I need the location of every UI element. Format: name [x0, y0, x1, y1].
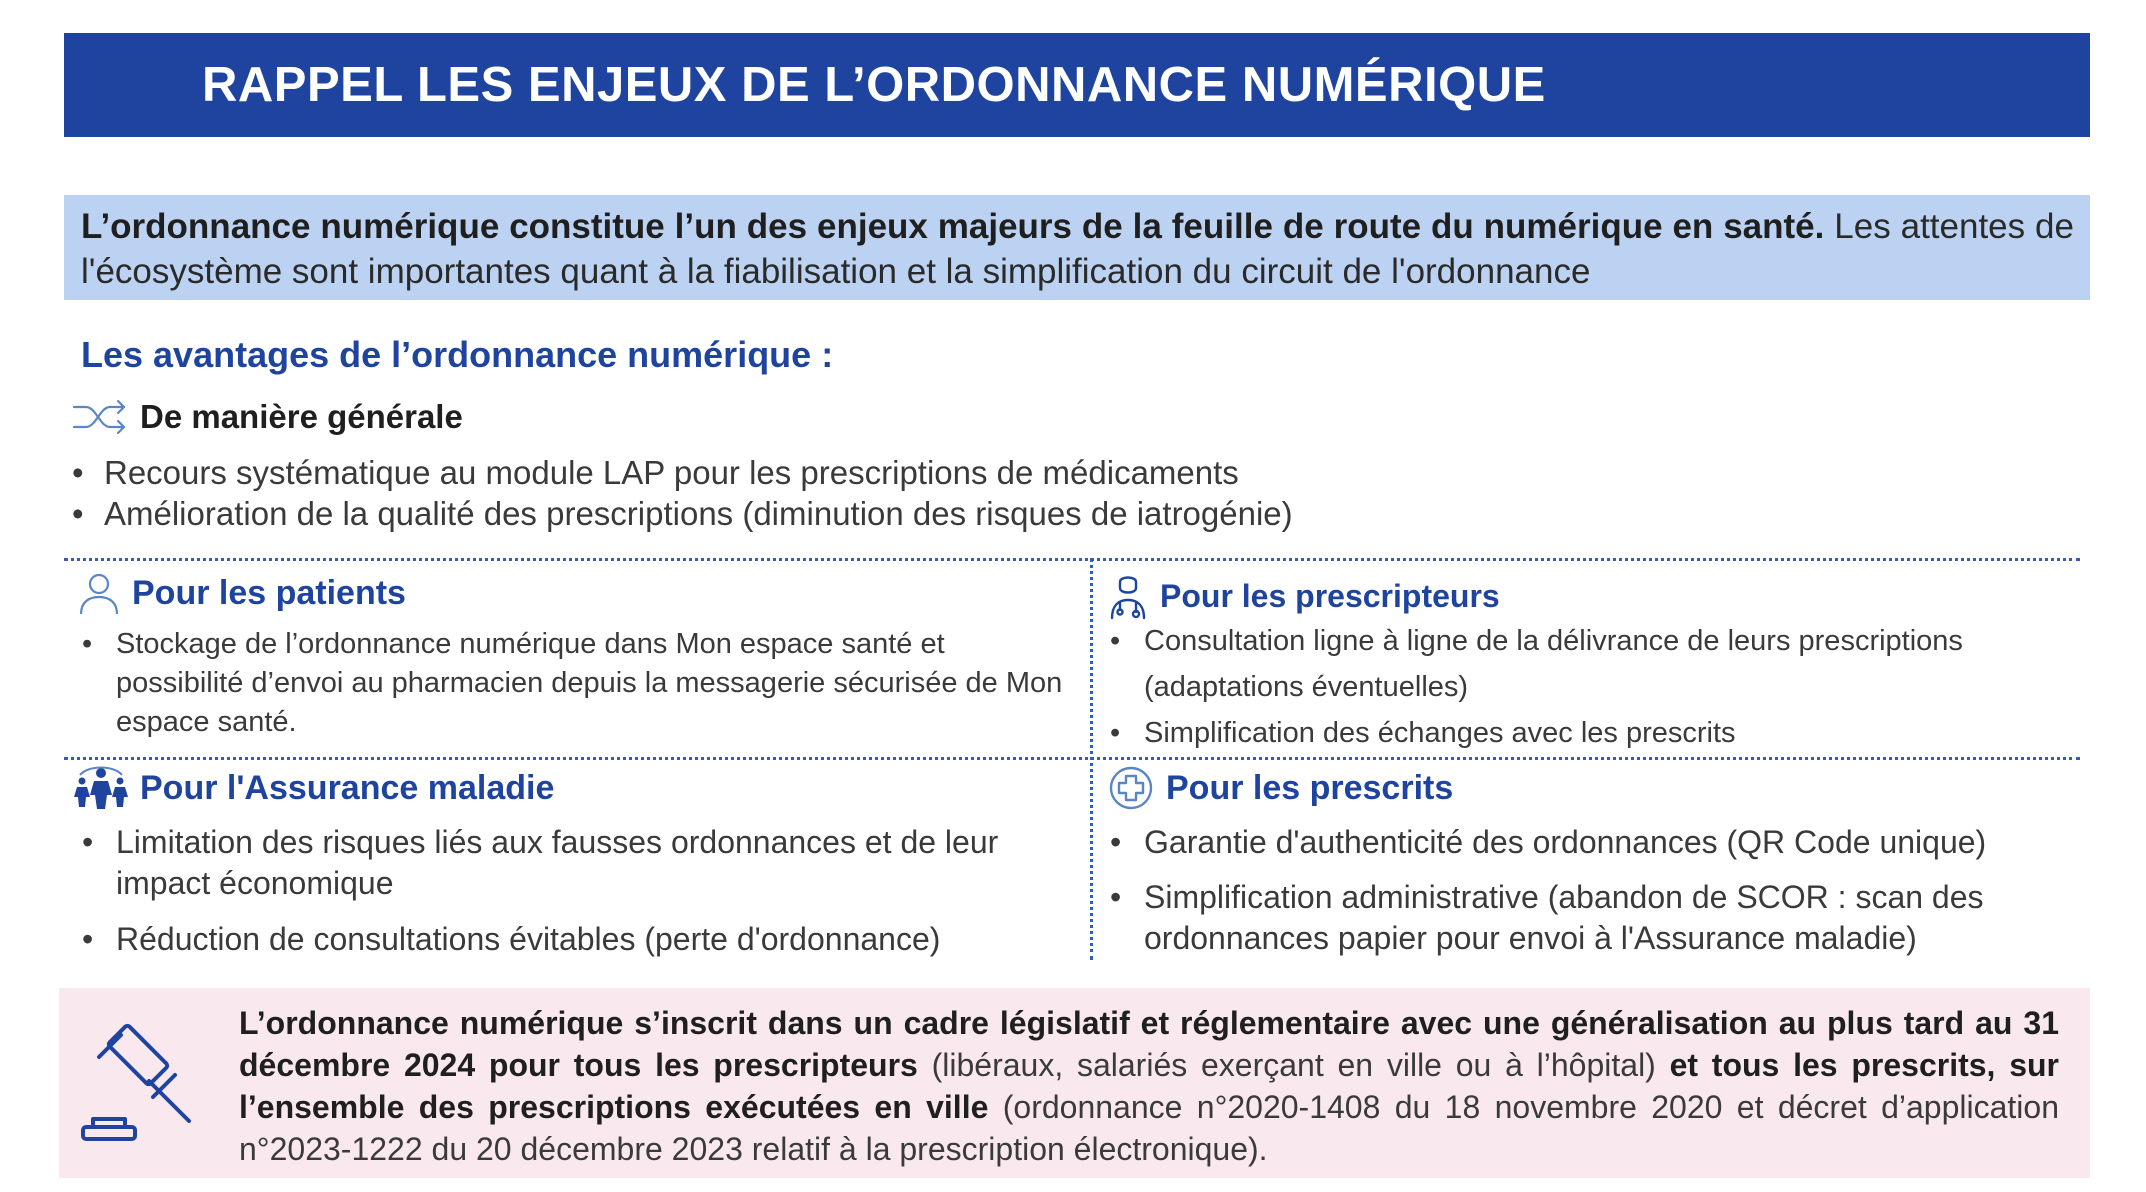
- list-item: • Simplification administrative (abandon de SCOR : scan des ordonnances papier pour envoi à l'Assurance maladie): [1110, 877, 2070, 959]
- doctor-icon: [1108, 572, 1148, 620]
- general-label: De manière générale: [140, 398, 463, 435]
- legal-bold-2: et tous les prescrits, sur l’ensemble des prescriptions exécutées en ville: [239, 1047, 2060, 1125]
- list-item: • Consultation ligne à ligne de la délivrance de leurs prescriptions (adaptations éventuelles): [1110, 618, 2070, 710]
- divider-middle: [64, 757, 2080, 760]
- intro-text: Les attentes de l'écosystème sont importantes quant à la fiabilisation et la simplification du circuit de l'ordonnance: [81, 207, 2074, 291]
- legal-normal-1: (libéraux, salariés exerçant en ville ou à l’hôpital): [917, 1047, 1670, 1083]
- list-item: • Amélioration de la qualité des prescriptions (diminution des risques de iatrogénie): [72, 493, 1293, 534]
- patients-header: [78, 570, 406, 616]
- prescripteurs-list: [1110, 618, 2070, 756]
- person-icon: [78, 570, 120, 616]
- list-item: • Réduction de consultations évitables (perte d'ordonnance): [82, 919, 1072, 960]
- intro-box: [64, 195, 2090, 300]
- prescrits-label: Pour les prescrits: [1166, 768, 1454, 807]
- header-banner: [64, 33, 2090, 137]
- list-item: • Garantie d'authenticité des ordonnances (QR Code unique): [1110, 822, 2070, 863]
- shuffle-arrows-icon: [72, 399, 128, 435]
- prescrits-list: [1110, 822, 2070, 959]
- list-item: • Simplification des échanges avec les prescrits: [1110, 710, 2070, 756]
- medical-cross-icon: [1108, 765, 1154, 811]
- general-list: [72, 452, 1293, 534]
- legal-bold-1: L’ordonnance numérique s’inscrit dans un cadre législatif et réglementaire avec une généralisation au plus tard au 31 décembre 2024 pour tous les prescripteurs: [239, 1005, 2059, 1083]
- prescrits-header: [1108, 765, 1453, 811]
- list-item: • Stockage de l’ordonnance numérique dans Mon espace santé et possibilité d’envoi au pharmacien depuis la messagerie sécurisée de Mon espace santé.: [82, 625, 1072, 742]
- page-title: RAPPEL LES ENJEUX DE L’ORDONNANCE NUMÉRIQUE: [202, 58, 1546, 112]
- people-group-icon: [74, 765, 128, 811]
- list-item: • Limitation des risques liés aux fausses ordonnances et de leur impact économique: [82, 822, 1072, 904]
- prescripteurs-label: Pour les prescripteurs: [1160, 577, 1500, 614]
- legal-normal-2: (ordonnance n°2020-1408 du 18 novembre 2020 et décret d’application n°2023-1222 du 20 décembre 2023 relatif à la prescription électronique).: [239, 1089, 2060, 1167]
- list-item: • Recours systématique au module LAP pour les prescriptions de médicaments: [72, 452, 1293, 493]
- assurance-list: [82, 822, 1072, 960]
- patients-list: [82, 625, 1072, 742]
- divider-vertical: [1090, 558, 1093, 960]
- patients-label: Pour les patients: [132, 573, 406, 612]
- prescripteurs-header: [1108, 572, 1500, 620]
- legal-text: [239, 1002, 2059, 1170]
- advantages-title: Les avantages de l’ordonnance numérique :: [81, 334, 834, 375]
- intro-bold-text: L’ordonnance numérique constitue l’un des enjeux majeurs de la feuille de route du numérique en santé.: [81, 207, 1825, 246]
- assurance-label: Pour l'Assurance maladie: [140, 768, 555, 807]
- divider-top: [64, 558, 2080, 561]
- gavel-icon: [79, 1023, 199, 1153]
- general-header: [72, 398, 463, 436]
- assurance-header: [74, 765, 554, 811]
- legal-box: [59, 988, 2090, 1178]
